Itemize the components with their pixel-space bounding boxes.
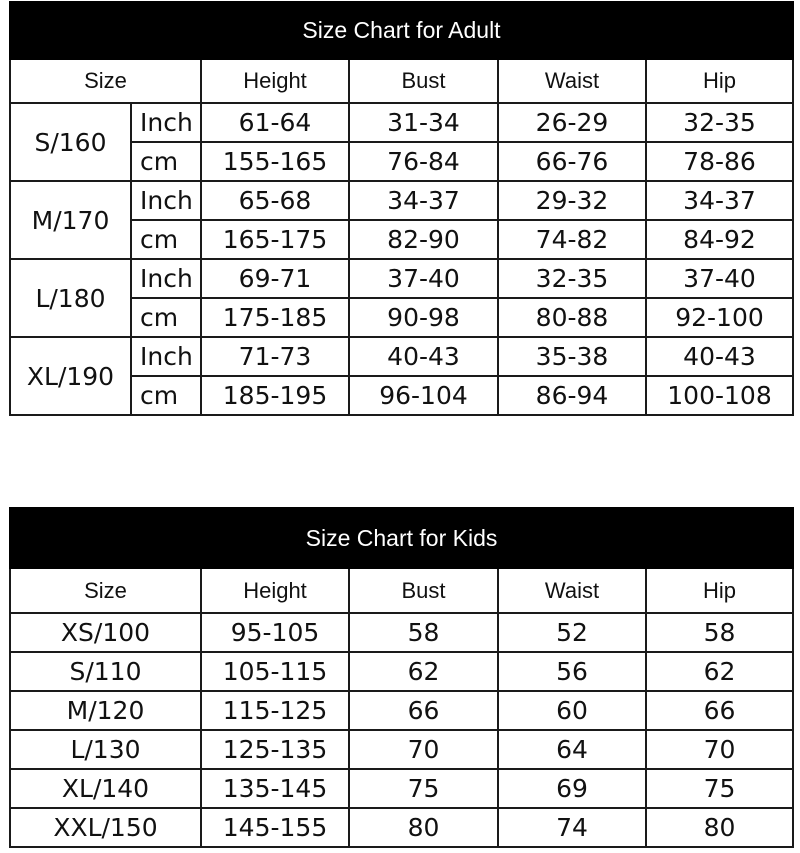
bust-cell: 75 — [349, 769, 498, 808]
waist-cell: 26-29 — [498, 103, 646, 142]
height-cell: 155-165 — [201, 142, 349, 181]
height-cell: 105-115 — [201, 652, 349, 691]
height-cell: 65-68 — [201, 181, 349, 220]
unit-cell: cm — [131, 298, 201, 337]
bust-cell: 90-98 — [349, 298, 498, 337]
unit-cell: cm — [131, 376, 201, 415]
hip-cell: 37-40 — [646, 259, 793, 298]
bust-cell: 82-90 — [349, 220, 498, 259]
size-cell: M/170 — [10, 181, 131, 259]
kids-size-chart — [9, 507, 794, 848]
hip-cell: 32-35 — [646, 103, 793, 142]
kids-header-waist: Waist — [498, 568, 646, 613]
waist-cell: 32-35 — [498, 259, 646, 298]
height-cell: 71-73 — [201, 337, 349, 376]
hip-cell: 100-108 — [646, 376, 793, 415]
height-cell: 165-175 — [201, 220, 349, 259]
bust-cell: 96-104 — [349, 376, 498, 415]
bust-cell: 40-43 — [349, 337, 498, 376]
size-cell: S/160 — [10, 103, 131, 181]
hip-cell: 84-92 — [646, 220, 793, 259]
table-row — [10, 259, 793, 298]
waist-cell: 74 — [498, 808, 646, 847]
kids-header-hip: Hip — [646, 568, 793, 613]
adult-header-hip: Hip — [646, 59, 793, 103]
hip-cell: 70 — [646, 730, 793, 769]
kids-header-bust: Bust — [349, 568, 498, 613]
table-row — [10, 103, 793, 142]
unit-cell: cm — [131, 142, 201, 181]
adult-header-size: Size — [10, 59, 201, 103]
adult-header-row — [10, 59, 793, 103]
waist-cell: 80-88 — [498, 298, 646, 337]
bust-cell: 70 — [349, 730, 498, 769]
bust-cell: 58 — [349, 613, 498, 652]
size-cell: S/110 — [10, 652, 201, 691]
size-cell: XL/190 — [10, 337, 131, 415]
waist-cell: 29-32 — [498, 181, 646, 220]
unit-cell: Inch — [131, 337, 201, 376]
size-cell: XS/100 — [10, 613, 201, 652]
waist-cell: 56 — [498, 652, 646, 691]
unit-cell: Inch — [131, 103, 201, 142]
size-cell: XL/140 — [10, 769, 201, 808]
hip-cell: 92-100 — [646, 298, 793, 337]
bust-cell: 62 — [349, 652, 498, 691]
table-row — [10, 808, 793, 847]
unit-cell: cm — [131, 220, 201, 259]
height-cell: 145-155 — [201, 808, 349, 847]
hip-cell: 40-43 — [646, 337, 793, 376]
height-cell: 175-185 — [201, 298, 349, 337]
size-cell: XXL/150 — [10, 808, 201, 847]
kids-header-height: Height — [201, 568, 349, 613]
bust-cell: 66 — [349, 691, 498, 730]
height-cell: 95-105 — [201, 613, 349, 652]
bust-cell: 37-40 — [349, 259, 498, 298]
height-cell: 135-145 — [201, 769, 349, 808]
hip-cell: 58 — [646, 613, 793, 652]
waist-cell: 52 — [498, 613, 646, 652]
table-row — [10, 730, 793, 769]
table-row — [10, 769, 793, 808]
waist-cell: 66-76 — [498, 142, 646, 181]
unit-cell: Inch — [131, 181, 201, 220]
height-cell: 185-195 — [201, 376, 349, 415]
waist-cell: 74-82 — [498, 220, 646, 259]
hip-cell: 66 — [646, 691, 793, 730]
hip-cell: 75 — [646, 769, 793, 808]
hip-cell: 34-37 — [646, 181, 793, 220]
height-cell: 69-71 — [201, 259, 349, 298]
waist-cell: 60 — [498, 691, 646, 730]
size-cell: L/130 — [10, 730, 201, 769]
bust-cell: 76-84 — [349, 142, 498, 181]
unit-cell: Inch — [131, 259, 201, 298]
kids-chart-title: Size Chart for Kids — [10, 508, 793, 568]
adult-header-bust: Bust — [349, 59, 498, 103]
waist-cell: 35-38 — [498, 337, 646, 376]
adult-header-height: Height — [201, 59, 349, 103]
kids-header-row — [10, 568, 793, 613]
size-cell: M/120 — [10, 691, 201, 730]
adult-chart-title: Size Chart for Adult — [10, 2, 793, 59]
table-row — [10, 337, 793, 376]
size-cell: L/180 — [10, 259, 131, 337]
bust-cell: 31-34 — [349, 103, 498, 142]
height-cell: 125-135 — [201, 730, 349, 769]
bust-cell: 80 — [349, 808, 498, 847]
height-cell: 61-64 — [201, 103, 349, 142]
hip-cell: 78-86 — [646, 142, 793, 181]
table-row — [10, 691, 793, 730]
height-cell: 115-125 — [201, 691, 349, 730]
table-row — [10, 181, 793, 220]
hip-cell: 62 — [646, 652, 793, 691]
table-row — [10, 652, 793, 691]
hip-cell: 80 — [646, 808, 793, 847]
adult-size-chart — [9, 1, 794, 416]
table-row — [10, 613, 793, 652]
waist-cell: 86-94 — [498, 376, 646, 415]
bust-cell: 34-37 — [349, 181, 498, 220]
kids-header-size: Size — [10, 568, 201, 613]
waist-cell: 64 — [498, 730, 646, 769]
waist-cell: 69 — [498, 769, 646, 808]
adult-header-waist: Waist — [498, 59, 646, 103]
